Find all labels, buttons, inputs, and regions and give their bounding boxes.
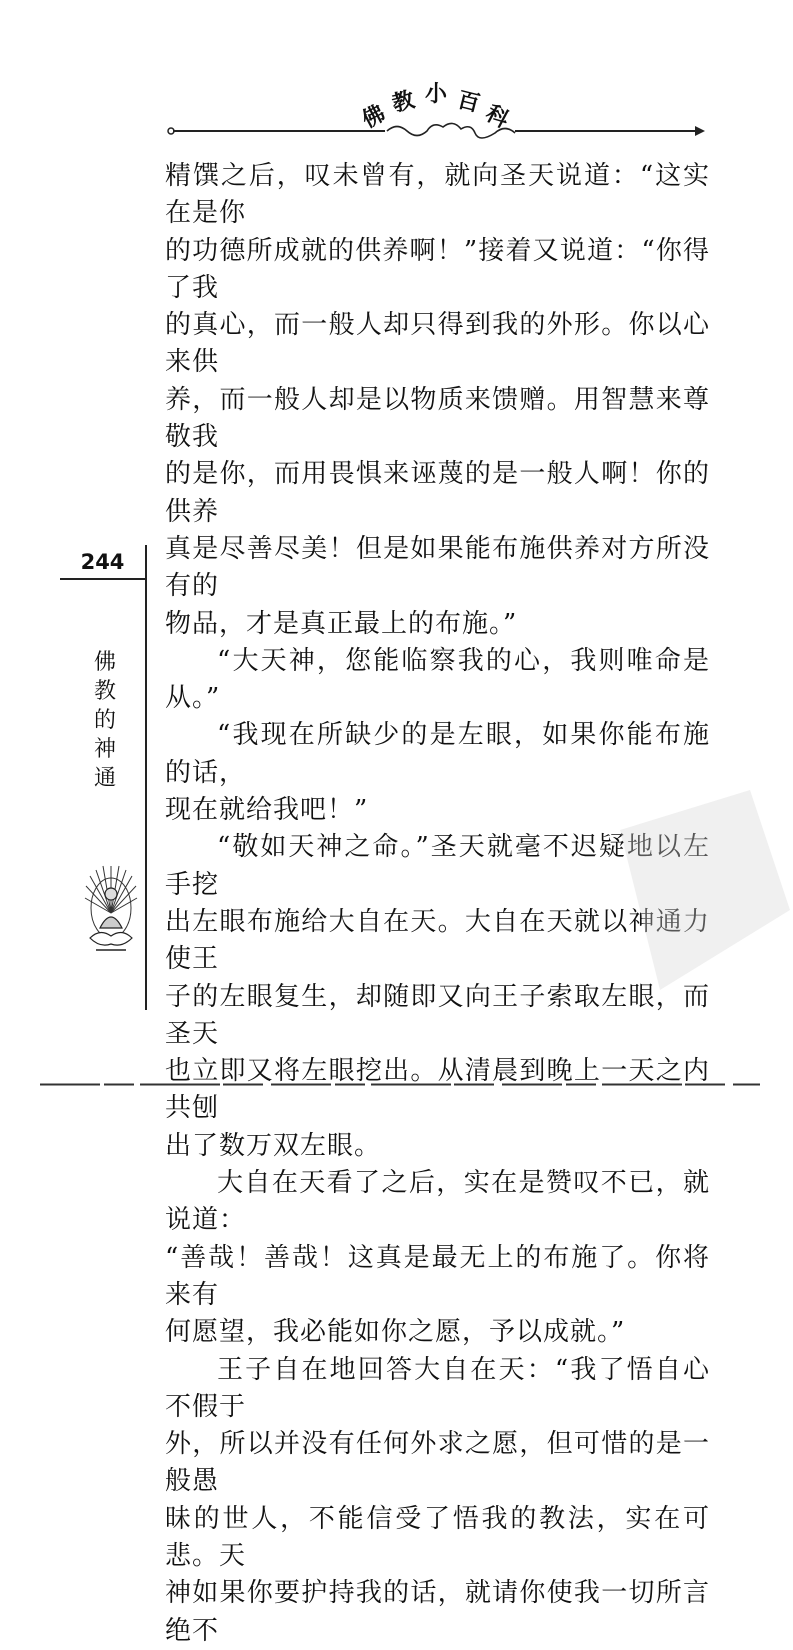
watermark-stamp-icon bbox=[600, 790, 790, 990]
section-title-vertical bbox=[90, 648, 120, 793]
text-line: “善哉！善哉！这真是最无上的布施了。你将来有 bbox=[165, 1242, 710, 1310]
text-line: “大天神，您能临察我的心，我则唯命是从。” bbox=[165, 645, 710, 714]
paragraph bbox=[165, 1165, 710, 1351]
section-title-char: 的 bbox=[93, 708, 116, 733]
text-line: 王子自在地回答大自在天：“我了悟自心不假于 bbox=[165, 1354, 710, 1422]
header-ornament-rule bbox=[165, 120, 705, 142]
text-line: 出左眼布施给大自在天。大自在天就以神通力使王 bbox=[165, 906, 710, 975]
text-line: 大自在天看了之后，实在是赞叹不已，就说道： bbox=[165, 1168, 710, 1236]
text-line: 昧的世人，不能信受了悟我的教法，实在可悲。天 bbox=[165, 1503, 710, 1571]
page-number: 244 bbox=[80, 550, 125, 574]
running-header bbox=[0, 0, 793, 134]
text-line: 物品，才是真正最上的布施。” bbox=[165, 608, 518, 639]
text-line: 子的左眼复生，却随即又向王子索取左眼，而圣天 bbox=[165, 981, 710, 1049]
header-char: 百 bbox=[454, 87, 483, 118]
text-line: 外，所以并没有任何外求之愿，但可惜的是一般愚 bbox=[165, 1429, 710, 1497]
text-line: “我现在所缺少的是左眼，如果你能布施的话， bbox=[165, 720, 710, 788]
section-title-char: 通 bbox=[93, 766, 116, 791]
text-line: 养，而一般人却是以物质来馈赠。用智慧来尊敬我 bbox=[165, 384, 710, 453]
header-char: 教 bbox=[389, 87, 418, 118]
text-line: 真是尽善尽美！但是如果能布施供养对方所没有的 bbox=[165, 533, 710, 602]
text-line: 神如果你要护持我的话，就请你使我一切所言绝不 bbox=[165, 1578, 710, 1646]
header-char: 小 bbox=[425, 82, 448, 107]
text-line: 也立即又将左眼挖出。从清晨到晚上一天之内共刨 bbox=[165, 1056, 710, 1124]
buddha-ornament-icon bbox=[82, 858, 140, 958]
header-char: 科 bbox=[481, 101, 513, 134]
text-line: 的功德所成就的供养啊！”接着又说道：“你得了我 bbox=[165, 235, 710, 303]
text-line: 精馔之后，叹未曾有，就向圣天说道：“这实在是你 bbox=[165, 161, 710, 229]
text-line: 的是你，而用畏惧来诬蔑的是一般人啊！你的供养 bbox=[165, 459, 710, 527]
text-line: “敬如天神之命。”圣天就毫不迟疑地以左手挖 bbox=[165, 832, 710, 900]
page-number-rule bbox=[60, 578, 145, 580]
paragraph bbox=[165, 158, 710, 643]
paragraph bbox=[165, 1352, 710, 1650]
section-title-char: 神 bbox=[93, 737, 116, 762]
header-char: 佛 bbox=[358, 101, 390, 134]
text-line: 现在就给我吧！” bbox=[165, 795, 369, 826]
section-title-char: 佛 bbox=[93, 650, 116, 675]
margin-vertical-rule bbox=[145, 545, 147, 1010]
paragraph bbox=[165, 643, 710, 718]
section-title-char: 教 bbox=[93, 679, 116, 704]
text-line: 何愿望，我必能如你之愿，予以成就。” bbox=[165, 1317, 626, 1348]
bottom-rule bbox=[40, 1083, 760, 1086]
text-line: 的真心，而一般人却只得到我的外形。你以心来供 bbox=[165, 310, 710, 378]
text-line: 出了数万双左眼。 bbox=[165, 1130, 382, 1161]
